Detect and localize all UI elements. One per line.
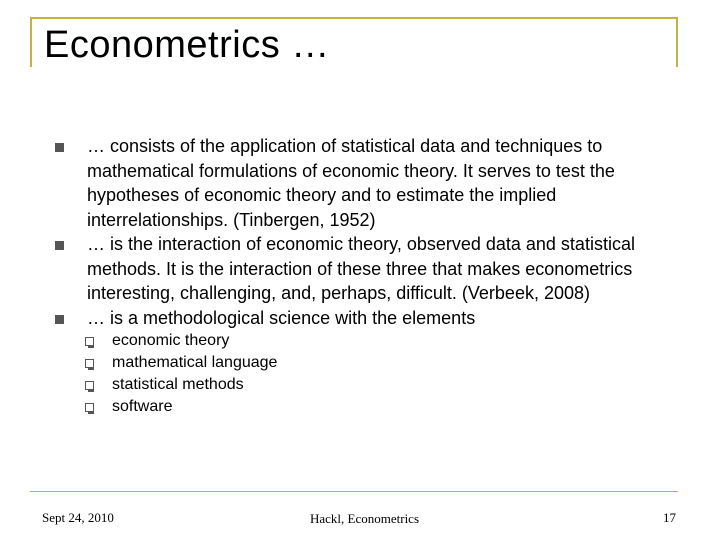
sub-bullet-item xyxy=(85,374,675,396)
square-bullet-icon xyxy=(55,143,64,152)
slide-title: Econometrics … xyxy=(44,24,330,66)
checkbox-bullet-icon xyxy=(85,359,94,368)
sub-bullet-item xyxy=(85,352,675,374)
sub-bullet-text: mathematical language xyxy=(112,354,278,371)
checkbox-bullet-icon xyxy=(85,403,94,412)
sub-bullet-text: software xyxy=(112,398,173,415)
frame-right-line xyxy=(676,17,678,67)
sub-bullet-item xyxy=(85,396,675,418)
bullet-text: … is a methodological science with the elements xyxy=(87,307,476,328)
bullet-item xyxy=(55,134,675,232)
sub-bullet-list xyxy=(55,330,675,418)
sub-bullet-text: economic theory xyxy=(112,332,230,349)
page-number: 17 xyxy=(663,510,676,525)
bullet-list xyxy=(55,134,675,418)
bullet-text: … consists of the application of statistical data and techniques to mathematical formulations of economic theory. It serves to test the hypotheses of economic theory and to estimate the implied interrelationships. (Tinbergen, 1952) xyxy=(87,136,615,230)
bullet-item xyxy=(55,306,675,331)
bullet-item xyxy=(55,232,675,306)
checkbox-bullet-icon xyxy=(85,337,94,346)
sub-bullet-text: statistical methods xyxy=(112,376,244,393)
frame-left-line xyxy=(30,17,32,67)
footer-date: Sept 24, 2010 xyxy=(42,510,114,525)
footer-divider xyxy=(30,491,678,492)
checkbox-bullet-icon xyxy=(85,381,94,390)
frame-top-line xyxy=(30,17,678,19)
square-bullet-icon xyxy=(55,241,64,250)
bullet-text: … is the interaction of economic theory, observed data and statistical methods. It is the interaction of these three that makes econometrics interesting, challenging, and, perhaps, difficult. (Verbeek, 2008) xyxy=(87,234,635,303)
sub-bullet-item xyxy=(85,330,675,352)
footer-author: Hackl, Econometrics xyxy=(310,511,420,526)
square-bullet-icon xyxy=(55,315,64,324)
